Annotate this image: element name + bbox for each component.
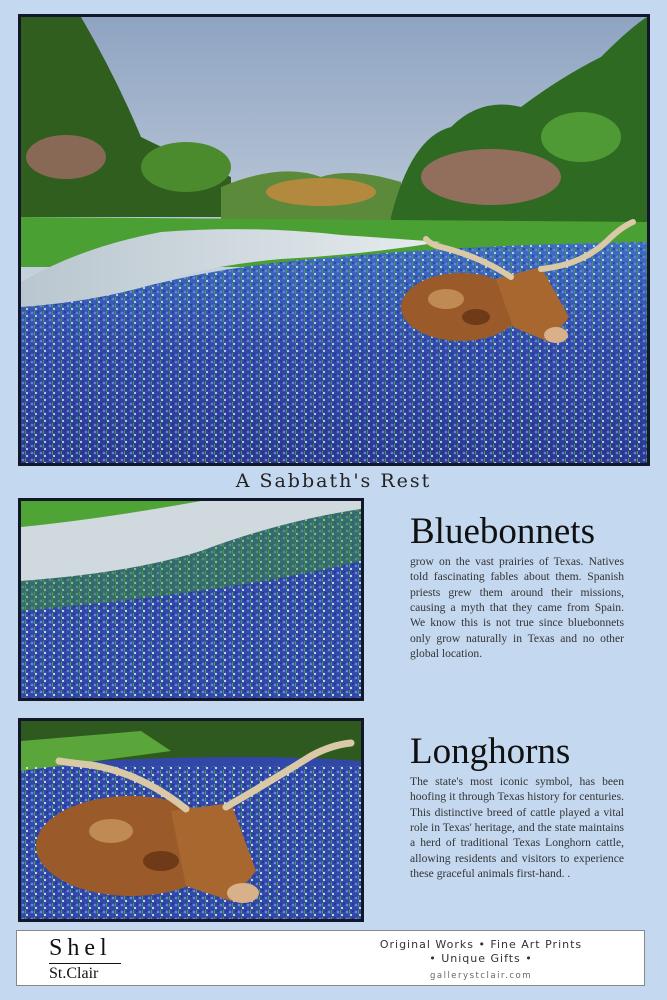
longhorns-section [410, 733, 624, 882]
painting-title: A Sabbath's Rest [235, 470, 432, 492]
bluebonnets-description: grow on the vast prairies of Texas. Natives told fascinating fables about them. Spanish priests grew them around their missions, causing a myth that they came from Spain. We know this is not true since bluebonnets only grow naturally in Texas and no other global location. [410, 554, 624, 661]
bluebonnets-heading: Bluebonnets [410, 511, 595, 552]
website-link[interactable]: gallerystclair.com [429, 971, 533, 981]
longhorns-heading: Longhorns [410, 731, 571, 772]
longhorns-art [21, 721, 361, 919]
longhorns-description: The state's most iconic symbol, has been hoofing it through Texas history for centuries. This distinctive breed of cattle played a vital role in Texas' heritage, and the state maintains a herd of traditional Texas Longhorn cattle, allowing residents and visitors to experience these graceful animals first-hand. . [410, 774, 624, 881]
tagline-line-2: • Unique Gifts • [429, 952, 533, 965]
footer-banner [16, 930, 645, 986]
painting-art [21, 17, 647, 463]
tagline-line-1: Original Works • Fine Art Prints [379, 938, 583, 951]
signature-last-name: St.Clair [49, 965, 99, 982]
longhorns-detail-image [18, 718, 364, 922]
signature-divider [49, 963, 121, 964]
bluebonnets-art [21, 501, 361, 698]
hero-painting [18, 14, 650, 466]
bluebonnets-section [410, 513, 624, 662]
bluebonnets-detail-image [18, 498, 364, 701]
signature-first-name: Shel [49, 935, 112, 961]
